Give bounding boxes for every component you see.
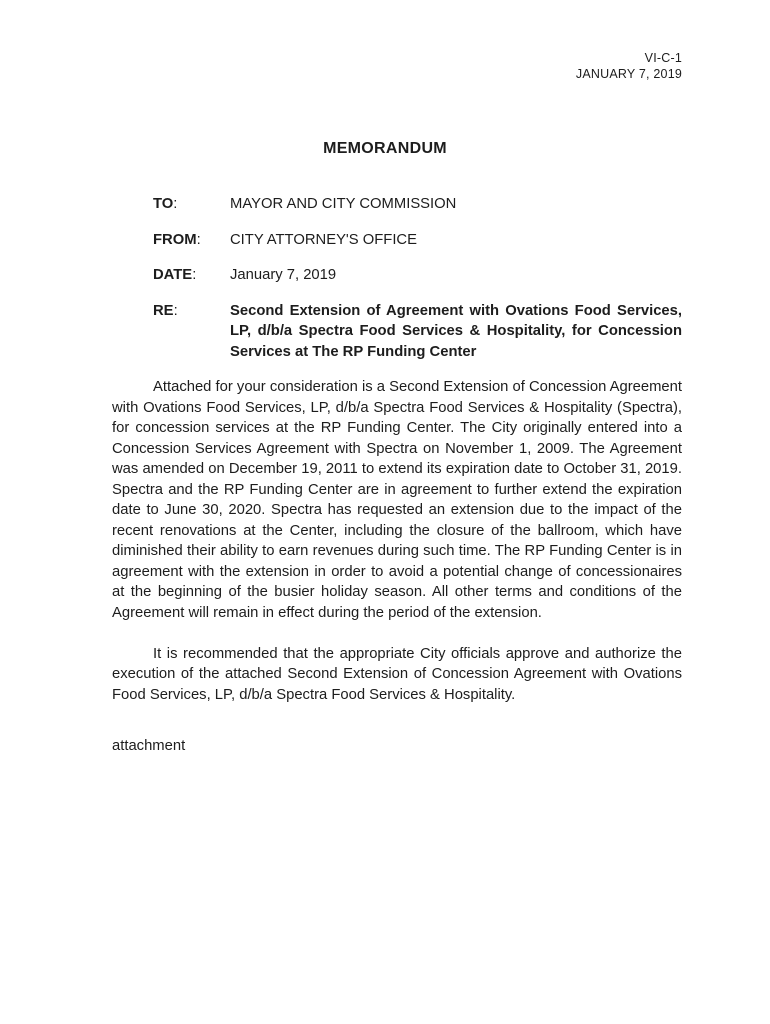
agenda-reference-block	[112, 50, 682, 82]
field-label-from	[153, 230, 230, 251]
field-value-to: MAYOR AND CITY COMMISSION	[230, 196, 457, 212]
attachment-note: attachment	[112, 738, 186, 754]
field-colon: :	[173, 302, 178, 319]
field-row-date	[153, 265, 682, 286]
body-paragraph-1: Attached for your consideration is a Second Extension of Concession Agreement with Ovations Food Services, LP, d/b/a Spectra Food Services & Hospitality (Spectra), for concession services at the RP Funding Center. The City originally entered into a Concession Services Agreement with Spectra on November 1, 2009. The Agreement was amended on December 19, 2011 to extend its expiration date to October 31, 2019. Spectra and the RP Funding Center are in agreement to further extend the expiration date to June 30, 2020. Spectra has requested an extension due to the impact of the recent renovations at the Center, including the closure of the ballroom, which have diminished their ability to earn revenues during such time. The RP Funding Center is in agreement with the extension in order to avoid a potential change of concessionaires at the beginning of the busier holiday season. All other terms and conditions of the Agreement will remain in effect during the period of the extension.	[112, 379, 682, 621]
agenda-item-code: VI-C-1	[644, 51, 682, 65]
body-paragraph-2: It is recommended that the appropriate City officials approve and authorize the execution of the attached Second Extension of Concession Agreement with Ovations Food Services, LP, d/b/a Spectra Food Services & Hospitality.	[112, 645, 682, 703]
field-label-date	[153, 265, 230, 286]
field-value-re: Second Extension of Agreement with Ovations Food Services, LP, d/b/a Spectra Food Services & Hospitality, for Concession Services at The RP Funding Center	[230, 302, 682, 360]
memo-body	[112, 377, 682, 705]
field-row-to	[153, 194, 682, 215]
field-label-to	[153, 194, 230, 215]
field-row-from	[153, 230, 682, 251]
field-value-from: CITY ATTORNEY'S OFFICE	[230, 231, 417, 248]
field-colon: :	[173, 196, 178, 212]
field-label-text: FROM	[153, 231, 197, 248]
memo-title: MEMORANDUM	[323, 140, 447, 157]
field-colon: :	[192, 267, 197, 283]
field-label-text: DATE	[153, 267, 193, 283]
agenda-date: JANUARY 7, 2019	[575, 67, 682, 81]
field-value-date: January 7, 2019	[230, 267, 337, 283]
memo-header-fields	[112, 194, 682, 362]
field-colon: :	[196, 231, 201, 248]
field-row-re	[153, 301, 682, 363]
field-label-text: TO	[153, 196, 174, 212]
field-label-re	[153, 301, 230, 322]
field-label-text: RE	[153, 302, 174, 319]
